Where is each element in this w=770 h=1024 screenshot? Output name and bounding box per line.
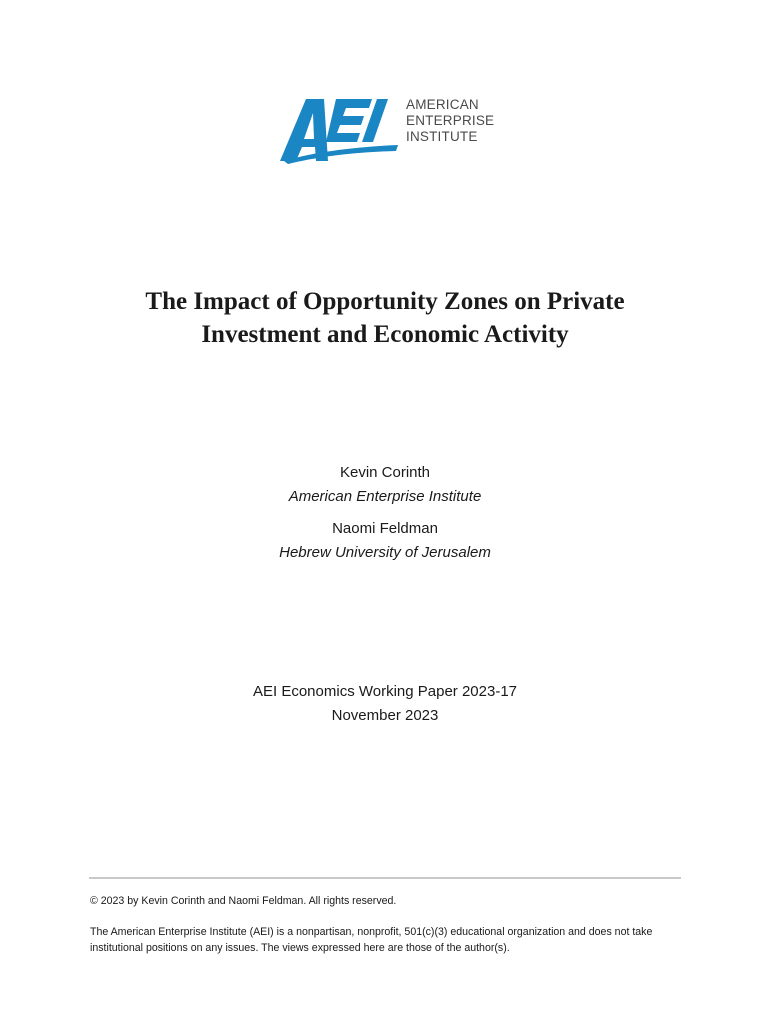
author-name: Naomi Feldman [332, 520, 438, 537]
author-affiliation: Hebrew University of Jerusalem [279, 544, 491, 561]
logo-mark-text: AEI [280, 95, 282, 96]
publication-date: November 2023 [331, 707, 439, 724]
logo-line-enterprise: ENTERPRISE [406, 113, 495, 128]
author-block [85, 517, 685, 565]
disclaimer-text: The American Enterprise Institute (AEI) is a nonpartisan, nonprofit, 501(c)(3) educational organization and does not take institutional positions on any issues. The views expressed here are those of the author(s). [90, 926, 653, 954]
aei-logo-mark [280, 95, 402, 165]
working-paper-number: AEI Economics Working Paper 2023-17 [252, 683, 518, 700]
footer-notes [90, 893, 685, 956]
author-affiliation: American Enterprise Institute [288, 488, 482, 505]
title-line-1: The Impact of Opportunity Zones on Private [145, 288, 625, 315]
working-paper-info [85, 680, 685, 728]
logo-line-institute: INSTITUTE [406, 129, 478, 144]
logo-line-american: AMERICAN [406, 97, 479, 112]
author-name: Kevin Corinth [339, 464, 431, 481]
title-line-2: Investment and Economic Activity [201, 321, 569, 348]
aei-logo [280, 95, 500, 165]
footer-divider [89, 877, 681, 879]
author-list [85, 461, 685, 565]
copyright-notice: © 2023 by Kevin Corinth and Naomi Feldman. All rights reserved. [90, 895, 397, 907]
logo-wordmark [406, 97, 494, 145]
paper-title [60, 285, 710, 351]
author-block [85, 461, 685, 509]
